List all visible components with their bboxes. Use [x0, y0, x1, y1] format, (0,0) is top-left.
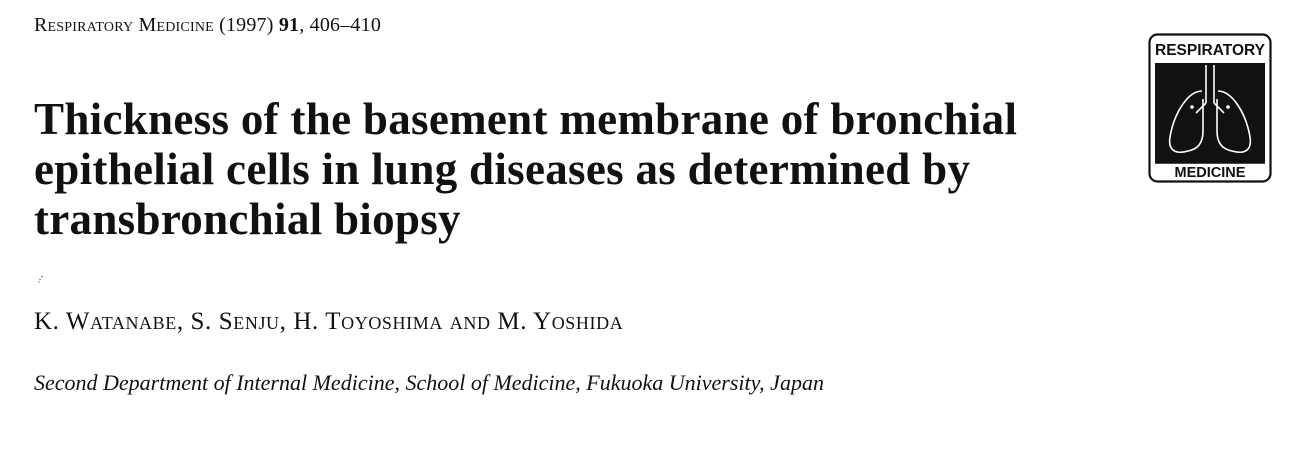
logo-bottom-text: MEDICINE — [1174, 165, 1246, 181]
journal-pages: , 406–410 — [299, 14, 382, 36]
author-affiliation: Second Department of Internal Medicine, School of Medicine, Fukuoka University, Japan — [34, 370, 824, 395]
journal-citation-line — [34, 14, 381, 37]
author-list: K. Watanabe, S. Senju, H. Toyoshima and M. Yoshida — [34, 308, 624, 335]
logo-top-text: RESPIRATORY — [1155, 42, 1265, 59]
journal-logo — [1148, 33, 1272, 183]
journal-name: Respiratory Medicine — [34, 14, 214, 36]
print-speck — [38, 275, 44, 283]
article-title: Thickness of the basement membrane of bronchial epithelial cells in lung diseases as determined by transbronchial biopsy — [34, 94, 1018, 244]
journal-volume: 91 — [278, 14, 300, 36]
journal-year: (1997) — [219, 14, 274, 36]
